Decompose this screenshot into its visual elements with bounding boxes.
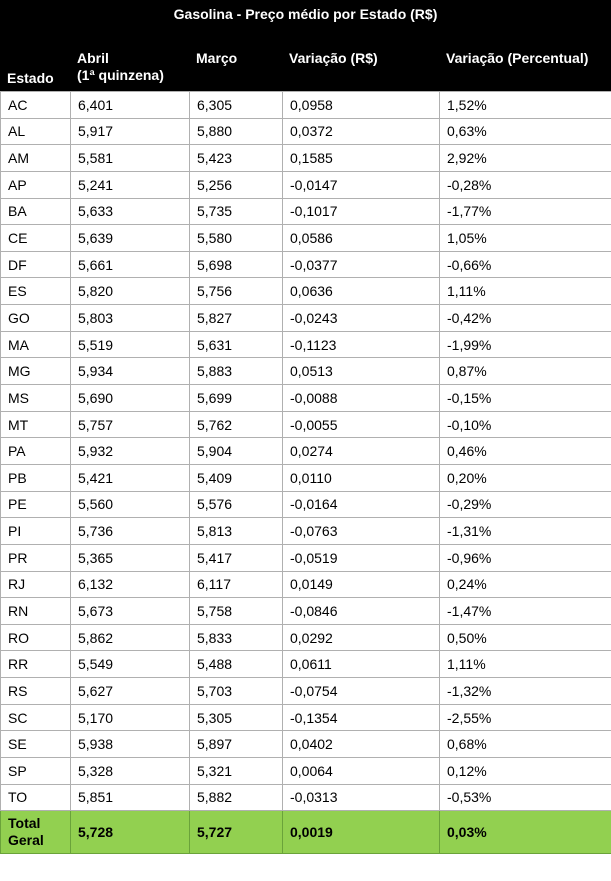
- header-estado: [0, 28, 70, 91]
- marco-cell[interactable]: 5,883: [190, 358, 283, 385]
- var-pct-cell[interactable]: 0,50%: [440, 624, 611, 651]
- estado-cell[interactable]: CE: [1, 225, 71, 252]
- estado-cell[interactable]: BA: [1, 198, 71, 225]
- var-pct-cell[interactable]: 0,20%: [440, 464, 611, 491]
- var-pct-cell[interactable]: -0,42%: [440, 305, 611, 332]
- abril-cell[interactable]: 5,627: [71, 678, 190, 705]
- table-row: [1, 544, 611, 571]
- abril-cell[interactable]: 5,736: [71, 518, 190, 545]
- table-row: [1, 731, 611, 758]
- table-row: [1, 598, 611, 625]
- table-row: [1, 92, 611, 119]
- marco-cell[interactable]: 5,762: [190, 411, 283, 438]
- abril-cell[interactable]: 5,820: [71, 278, 190, 305]
- estado-cell[interactable]: MA: [1, 331, 71, 358]
- total-label-cell[interactable]: [1, 811, 71, 854]
- var-pct-cell[interactable]: -1,47%: [440, 598, 611, 625]
- var-pct-cell[interactable]: 1,52%: [440, 92, 611, 119]
- estado-cell[interactable]: RO: [1, 624, 71, 651]
- abril-cell[interactable]: 5,328: [71, 758, 190, 785]
- var-rs-cell[interactable]: -0,0243: [283, 305, 440, 332]
- abril-cell[interactable]: 5,241: [71, 171, 190, 198]
- table-footer: [1, 811, 611, 854]
- var-pct-cell[interactable]: 1,11%: [440, 651, 611, 678]
- table-row: [1, 118, 611, 145]
- table-row: [1, 385, 611, 412]
- estado-cell[interactable]: MS: [1, 385, 71, 412]
- marco-cell[interactable]: 5,256: [190, 171, 283, 198]
- abril-cell[interactable]: 5,851: [71, 784, 190, 811]
- estado-cell[interactable]: AM: [1, 145, 71, 172]
- header-variacao-rs: [282, 28, 439, 91]
- table-row: [1, 278, 611, 305]
- header-variacao-rs-label: Variação (R$): [289, 50, 378, 66]
- marco-cell[interactable]: 5,417: [190, 544, 283, 571]
- abril-cell[interactable]: 5,917: [71, 118, 190, 145]
- table-row: [1, 225, 611, 252]
- estado-cell[interactable]: SP: [1, 758, 71, 785]
- table-row: [1, 491, 611, 518]
- abril-cell[interactable]: 5,934: [71, 358, 190, 385]
- var-pct-cell[interactable]: 0,87%: [440, 358, 611, 385]
- estado-cell[interactable]: PE: [1, 491, 71, 518]
- var-rs-cell[interactable]: -0,1017: [283, 198, 440, 225]
- table-row: [1, 358, 611, 385]
- table-row: [1, 784, 611, 811]
- var-pct-cell[interactable]: -0,29%: [440, 491, 611, 518]
- marco-cell[interactable]: 5,813: [190, 518, 283, 545]
- abril-cell[interactable]: 5,862: [71, 624, 190, 651]
- estado-cell[interactable]: SC: [1, 704, 71, 731]
- marco-cell[interactable]: 5,409: [190, 464, 283, 491]
- abril-cell[interactable]: 6,401: [71, 92, 190, 119]
- table-row: [1, 571, 611, 598]
- estado-cell[interactable]: AC: [1, 92, 71, 119]
- estado-cell[interactable]: DF: [1, 251, 71, 278]
- abril-cell[interactable]: 5,581: [71, 145, 190, 172]
- price-table: [0, 91, 611, 854]
- var-pct-cell[interactable]: -1,31%: [440, 518, 611, 545]
- header-abril-line1: Abril: [77, 50, 109, 66]
- var-rs-cell[interactable]: -0,0377: [283, 251, 440, 278]
- marco-cell[interactable]: 5,321: [190, 758, 283, 785]
- var-pct-cell[interactable]: -0,10%: [440, 411, 611, 438]
- marco-cell[interactable]: 5,488: [190, 651, 283, 678]
- var-pct-cell[interactable]: -1,32%: [440, 678, 611, 705]
- var-rs-cell[interactable]: 0,0292: [283, 624, 440, 651]
- var-rs-cell[interactable]: 0,0274: [283, 438, 440, 465]
- var-rs-cell[interactable]: 0,0586: [283, 225, 440, 252]
- var-pct-cell[interactable]: 0,68%: [440, 731, 611, 758]
- var-rs-cell[interactable]: -0,1123: [283, 331, 440, 358]
- marco-cell[interactable]: 5,580: [190, 225, 283, 252]
- var-rs-cell[interactable]: 0,0110: [283, 464, 440, 491]
- table-row: [1, 331, 611, 358]
- estado-cell[interactable]: TO: [1, 784, 71, 811]
- table-row: [1, 171, 611, 198]
- var-pct-cell[interactable]: -0,66%: [440, 251, 611, 278]
- var-rs-cell[interactable]: -0,0313: [283, 784, 440, 811]
- var-rs-cell[interactable]: 0,0372: [283, 118, 440, 145]
- total-label-line2: Geral: [8, 832, 44, 849]
- estado-cell[interactable]: MG: [1, 358, 71, 385]
- estado-cell[interactable]: PB: [1, 464, 71, 491]
- estado-cell[interactable]: PI: [1, 518, 71, 545]
- table-row: [1, 624, 611, 651]
- table-title: Gasolina - Preço médio por Estado (R$): [0, 0, 611, 28]
- var-pct-cell[interactable]: -0,53%: [440, 784, 611, 811]
- total-var-pct-cell[interactable]: 0,03%: [440, 811, 611, 854]
- var-pct-cell[interactable]: -1,77%: [440, 198, 611, 225]
- var-rs-cell[interactable]: -0,0055: [283, 411, 440, 438]
- marco-cell[interactable]: 5,904: [190, 438, 283, 465]
- marco-cell[interactable]: 5,423: [190, 145, 283, 172]
- var-pct-cell[interactable]: 0,12%: [440, 758, 611, 785]
- var-rs-cell[interactable]: -0,1354: [283, 704, 440, 731]
- var-rs-cell[interactable]: 0,0513: [283, 358, 440, 385]
- estado-cell[interactable]: RS: [1, 678, 71, 705]
- table-row: [1, 651, 611, 678]
- marco-cell[interactable]: 6,305: [190, 92, 283, 119]
- var-rs-cell[interactable]: -0,0846: [283, 598, 440, 625]
- total-abril-cell[interactable]: 5,728: [71, 811, 190, 854]
- abril-cell[interactable]: 5,549: [71, 651, 190, 678]
- header-marco-label: Março: [196, 50, 238, 66]
- table-row: [1, 704, 611, 731]
- header-variacao-pct-label: Variação (Percentual): [446, 50, 589, 66]
- abril-cell[interactable]: 5,170: [71, 704, 190, 731]
- var-pct-cell[interactable]: 0,24%: [440, 571, 611, 598]
- estado-cell[interactable]: RR: [1, 651, 71, 678]
- marco-cell[interactable]: 5,631: [190, 331, 283, 358]
- estado-cell[interactable]: AL: [1, 118, 71, 145]
- var-rs-cell[interactable]: -0,0754: [283, 678, 440, 705]
- estado-cell[interactable]: SE: [1, 731, 71, 758]
- table-row: [1, 305, 611, 332]
- marco-cell[interactable]: 5,305: [190, 704, 283, 731]
- estado-cell[interactable]: PR: [1, 544, 71, 571]
- marco-cell[interactable]: 5,703: [190, 678, 283, 705]
- abril-cell[interactable]: 5,757: [71, 411, 190, 438]
- header-estado-label: Estado: [7, 70, 54, 86]
- total-var-rs-cell[interactable]: 0,0019: [283, 811, 440, 854]
- marco-cell[interactable]: 5,576: [190, 491, 283, 518]
- var-rs-cell[interactable]: -0,0519: [283, 544, 440, 571]
- table-row: [1, 464, 611, 491]
- var-pct-cell[interactable]: 1,05%: [440, 225, 611, 252]
- var-pct-cell[interactable]: 0,63%: [440, 118, 611, 145]
- marco-cell[interactable]: 5,699: [190, 385, 283, 412]
- var-rs-cell[interactable]: 0,0611: [283, 651, 440, 678]
- abril-cell[interactable]: 5,421: [71, 464, 190, 491]
- abril-cell[interactable]: 5,938: [71, 731, 190, 758]
- header-variacao-pct: [439, 28, 611, 91]
- total-row: [1, 811, 611, 854]
- marco-cell[interactable]: 5,833: [190, 624, 283, 651]
- table-row: [1, 678, 611, 705]
- total-marco-cell[interactable]: 5,727: [190, 811, 283, 854]
- var-pct-cell[interactable]: -2,55%: [440, 704, 611, 731]
- abril-cell[interactable]: 5,639: [71, 225, 190, 252]
- var-pct-cell[interactable]: 1,11%: [440, 278, 611, 305]
- var-rs-cell[interactable]: 0,0958: [283, 92, 440, 119]
- var-rs-cell[interactable]: -0,0088: [283, 385, 440, 412]
- total-label-line1: Total: [8, 815, 41, 832]
- estado-cell[interactable]: GO: [1, 305, 71, 332]
- marco-cell[interactable]: 5,882: [190, 784, 283, 811]
- table-header: [0, 28, 611, 91]
- header-abril-line2: (1ª quinzena): [77, 67, 164, 83]
- var-rs-cell[interactable]: -0,0147: [283, 171, 440, 198]
- var-rs-cell[interactable]: 0,1585: [283, 145, 440, 172]
- marco-cell[interactable]: 5,735: [190, 198, 283, 225]
- estado-cell[interactable]: RN: [1, 598, 71, 625]
- table-row: [1, 438, 611, 465]
- estado-cell[interactable]: MT: [1, 411, 71, 438]
- var-rs-cell[interactable]: -0,0763: [283, 518, 440, 545]
- abril-cell[interactable]: 5,633: [71, 198, 190, 225]
- marco-cell[interactable]: 5,880: [190, 118, 283, 145]
- estado-cell[interactable]: RJ: [1, 571, 71, 598]
- table-row: [1, 518, 611, 545]
- var-rs-cell[interactable]: 0,0064: [283, 758, 440, 785]
- table-row: [1, 411, 611, 438]
- abril-cell[interactable]: 5,673: [71, 598, 190, 625]
- abril-cell[interactable]: 5,803: [71, 305, 190, 332]
- var-pct-cell[interactable]: -0,96%: [440, 544, 611, 571]
- var-pct-cell[interactable]: 2,92%: [440, 145, 611, 172]
- var-pct-cell[interactable]: 0,46%: [440, 438, 611, 465]
- table-body: [1, 92, 611, 811]
- abril-cell[interactable]: 5,365: [71, 544, 190, 571]
- abril-cell[interactable]: 6,132: [71, 571, 190, 598]
- var-pct-cell[interactable]: -0,15%: [440, 385, 611, 412]
- estado-cell[interactable]: ES: [1, 278, 71, 305]
- abril-cell[interactable]: 5,690: [71, 385, 190, 412]
- table-row: [1, 145, 611, 172]
- var-rs-cell[interactable]: 0,0149: [283, 571, 440, 598]
- marco-cell[interactable]: 6,117: [190, 571, 283, 598]
- var-rs-cell[interactable]: 0,0402: [283, 731, 440, 758]
- abril-cell[interactable]: 5,519: [71, 331, 190, 358]
- estado-cell[interactable]: AP: [1, 171, 71, 198]
- marco-cell[interactable]: 5,827: [190, 305, 283, 332]
- header-abril: [70, 28, 189, 91]
- marco-cell[interactable]: 5,698: [190, 251, 283, 278]
- header-marco: [189, 28, 282, 91]
- var-pct-cell[interactable]: -1,99%: [440, 331, 611, 358]
- var-pct-cell[interactable]: -0,28%: [440, 171, 611, 198]
- estado-cell[interactable]: PA: [1, 438, 71, 465]
- abril-cell[interactable]: 5,560: [71, 491, 190, 518]
- abril-cell[interactable]: 5,932: [71, 438, 190, 465]
- table-row: [1, 198, 611, 225]
- marco-cell[interactable]: 5,897: [190, 731, 283, 758]
- marco-cell[interactable]: 5,756: [190, 278, 283, 305]
- marco-cell[interactable]: 5,758: [190, 598, 283, 625]
- table-row: [1, 251, 611, 278]
- abril-cell[interactable]: 5,661: [71, 251, 190, 278]
- var-rs-cell[interactable]: -0,0164: [283, 491, 440, 518]
- table-row: [1, 758, 611, 785]
- var-rs-cell[interactable]: 0,0636: [283, 278, 440, 305]
